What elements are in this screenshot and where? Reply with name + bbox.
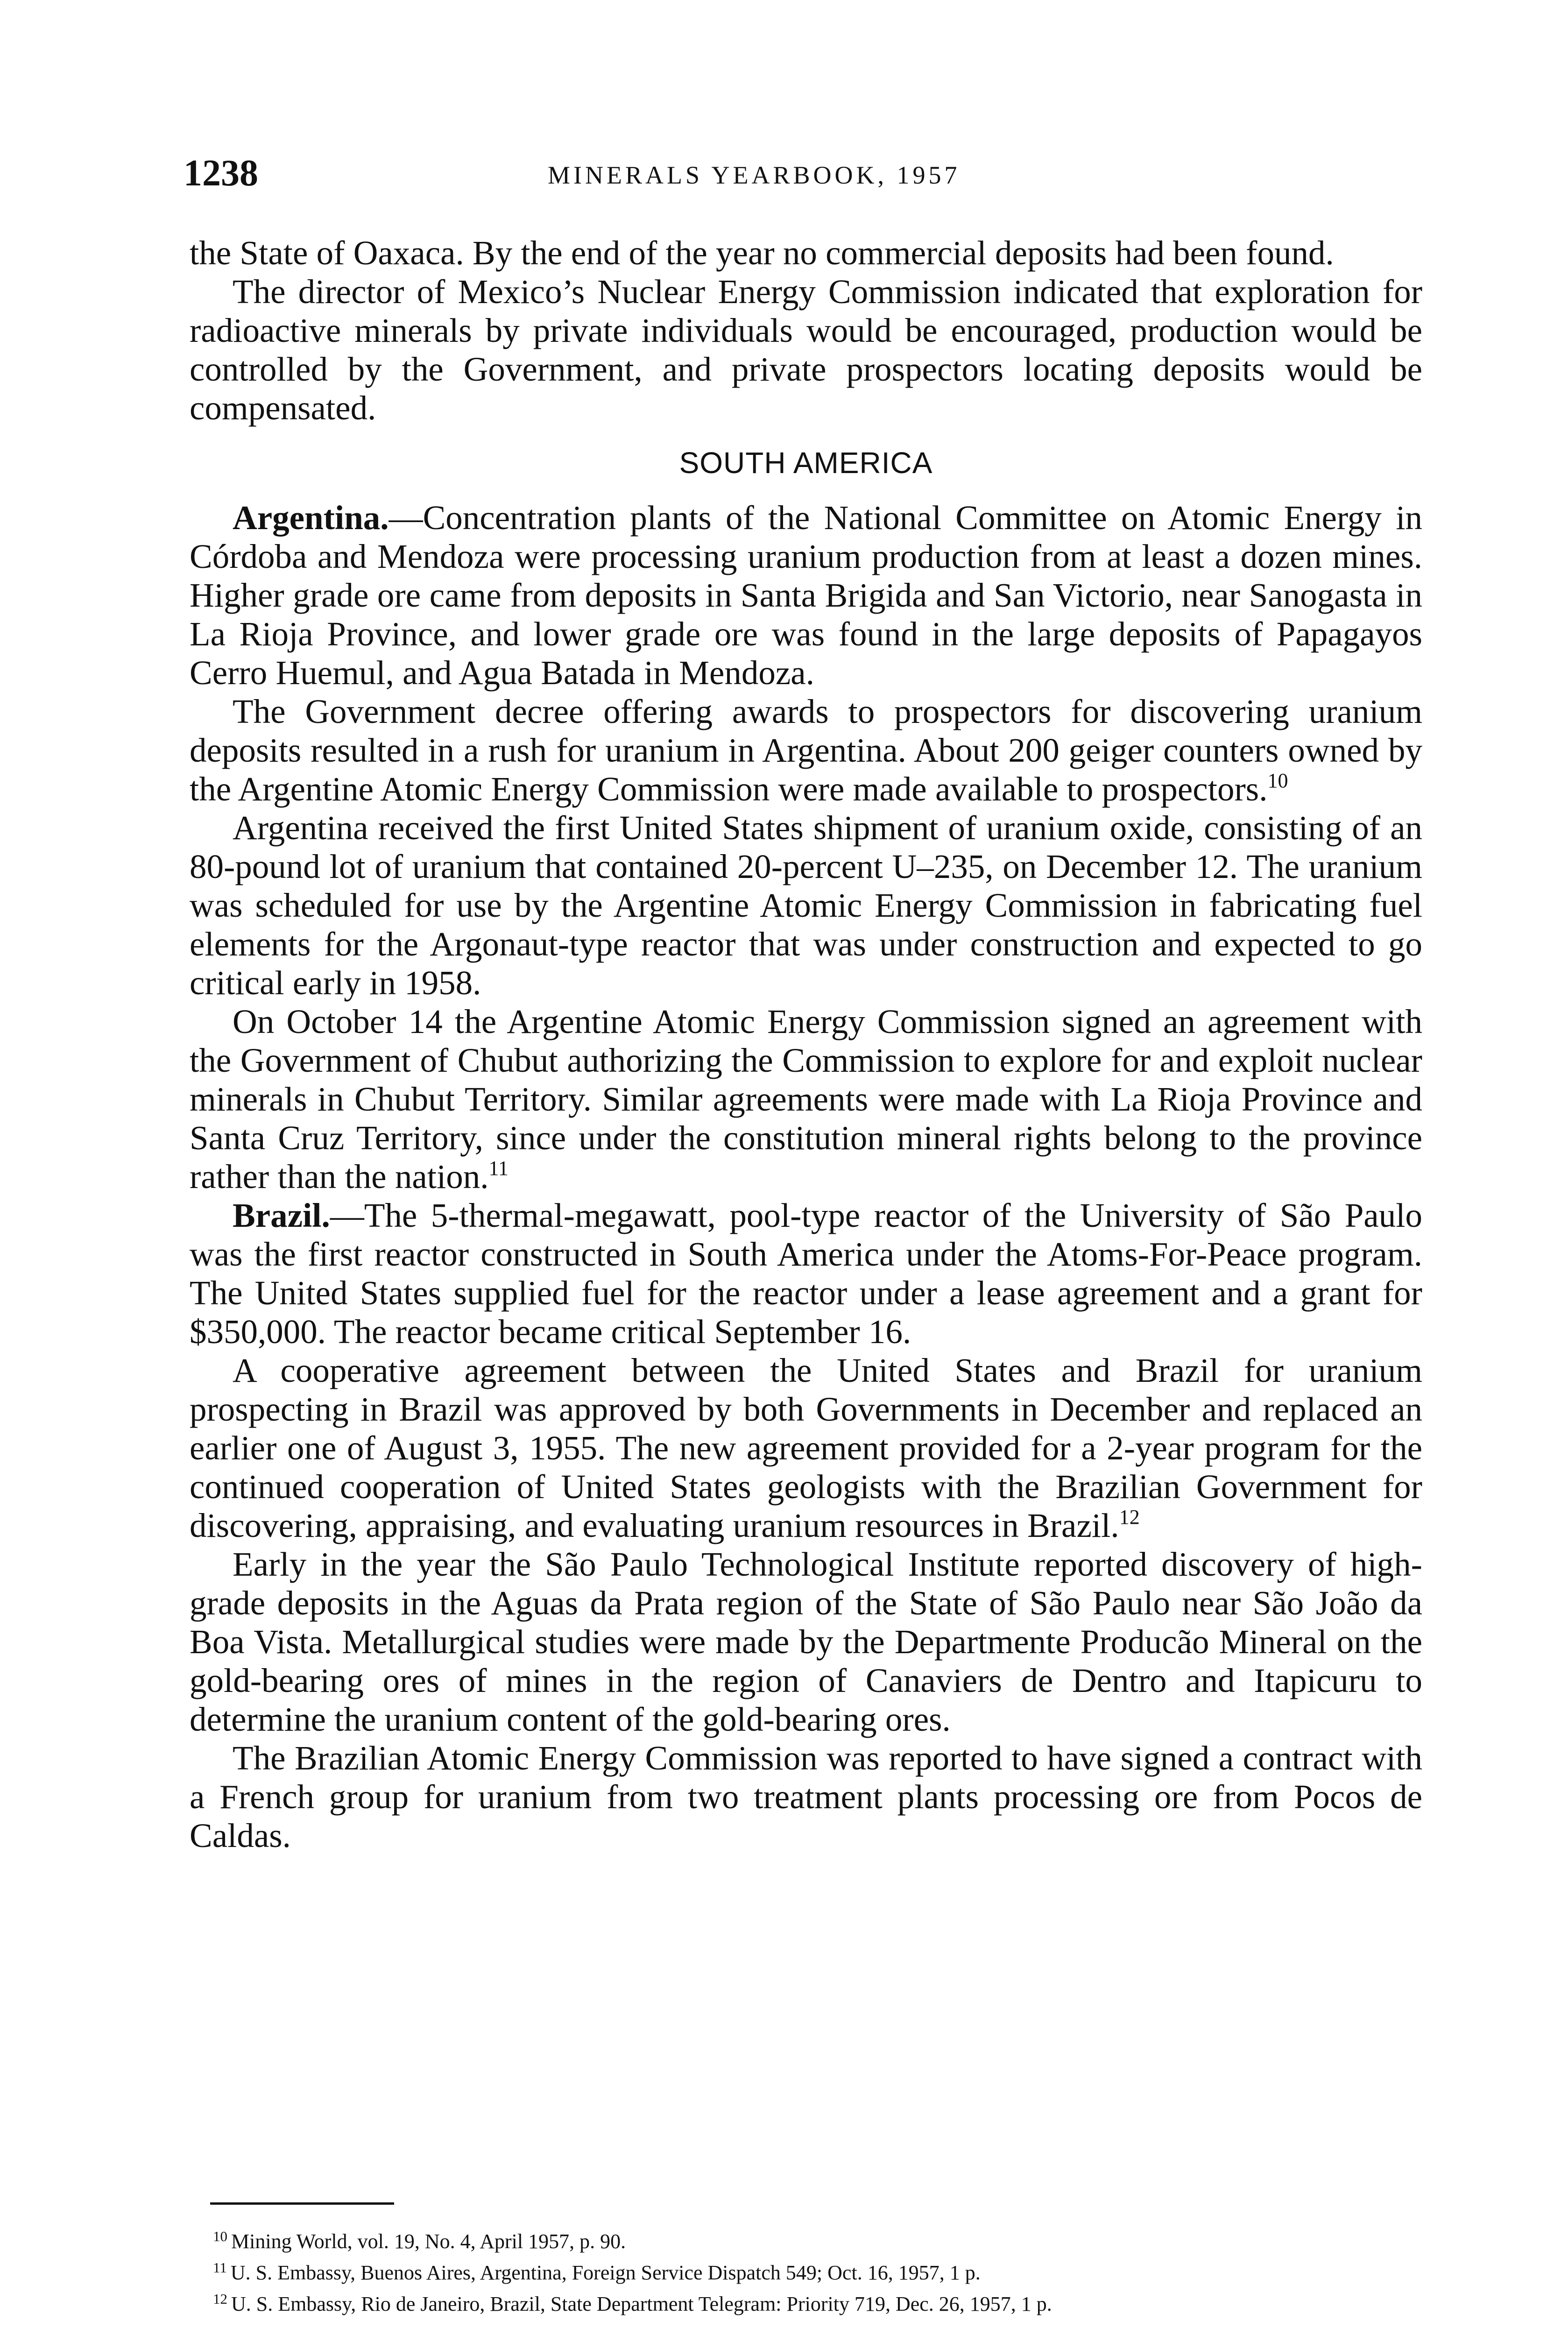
run-in-heading-argentina: Argentina. <box>233 499 389 537</box>
running-title: MINERALS YEARBOOK, 1957 <box>548 161 961 189</box>
footnote-text: Mining World, vol. 19, No. 4, April 1957, p. 90. <box>231 2230 626 2253</box>
paragraph-text: On October 14 the Argentine Atomic Energy Commission signed an agreement with the Government of Chubut authorizing the Commission to explore for and exploit nuclear minerals in Chubut Territory. Similar agreements were made with La Rioja Province and Santa Cruz Territory, since under the constitution mineral rights belong to the province rather than the nation. <box>190 1003 1422 1196</box>
paragraph-argentina-concentration-plants <box>190 498 1422 692</box>
footnote-reference: 10 <box>1267 769 1288 792</box>
footnote-mark: 11 <box>213 2259 227 2276</box>
footnote-11 <box>213 2255 1446 2285</box>
footnote-12 <box>213 2286 1446 2317</box>
paragraph-text: The Government decree offering awards to prospectors for discovering uranium deposits resulted in a rush for uranium in Argentina. About 200 geiger counters owned by the Argentine Atomic Energy Commission were made available to prospectors. <box>190 693 1422 808</box>
paragraph-mexico-nuclear-commission: The director of Mexico’s Nuclear Energy Commission indicated that exploration for radioactive minerals by private individuals would be encouraged, production would be controlled by the Government, and private prospectors locating deposits would be compensated. <box>190 273 1422 427</box>
paragraph-brazil-reactor <box>190 1196 1422 1351</box>
paragraph-argentina-decree <box>190 692 1422 808</box>
run-in-heading-brazil: Brazil. <box>233 1196 330 1234</box>
footnote-reference: 12 <box>1119 1506 1140 1528</box>
footnote-text: U. S. Embassy, Rio de Janeiro, Brazil, State Department Telegram: Priority 719, Dec. 26, 1957, 1 p. <box>231 2293 1052 2315</box>
body-text <box>190 234 1422 1855</box>
paragraph-text: —Concentration plants of the National Committee on Atomic Energy in Córdoba and Mendoza were processing uranium production from at least a dozen mines. Higher grade ore came from deposits in Santa Brigida and San Victorio, near Sanogasta in La Rioja Province, and lower grade ore was found in the large deposits of Papagayos Cerro Huemul, and Agua Batada in Mendoza. <box>190 499 1422 692</box>
footnote-mark: 12 <box>213 2291 227 2307</box>
paragraph-brazil-cooperative-agreement <box>190 1351 1422 1545</box>
paragraph-oaxaca-continuation: the State of Oaxaca. By the end of the year no commercial deposits had been found. <box>190 234 1334 272</box>
paragraph-brazil-sao-paulo-deposits: Early in the year the São Paulo Technological Institute reported discovery of high-grade deposits in the Aguas da Prata region of the State of São Paulo near São João da Boa Vista. Metallurgical studies were made by the Departmente Producão Mineral on the gold-bearing ores of mines in the region of Canaviers de Dentro and Itapicuru to determine the uranium content of the gold-bearing ores. <box>190 1545 1422 1738</box>
paragraph-text: A cooperative agreement between the United States and Brazil for uranium prospecting in Brazil was approved by both Governments in December and replaced an earlier one of August 3, 1955. The new agreement provided for a 2-year program for the continued cooperation of United States geologists with the Brazilian Government for discovering, appraising, and evaluating uranium resources in Brazil. <box>190 1351 1422 1544</box>
section-heading-south-america: SOUTH AMERICA <box>679 446 933 480</box>
footnote-10 <box>213 2224 1446 2254</box>
running-head <box>184 148 1426 199</box>
footnote-divider <box>210 2202 394 2205</box>
footnotes <box>213 2224 1446 2318</box>
paragraph-brazil-french-contract: The Brazilian Atomic Energy Commission was reported to have signed a contract with a French group for uranium from two treatment plants processing ore from Pocos de Caldas. <box>190 1739 1422 1854</box>
footnote-text: U. S. Embassy, Buenos Aires, Argentina, Foreign Service Dispatch 549; Oct. 16, 1957, 1 p. <box>230 2261 981 2284</box>
footnote-mark: 10 <box>213 2228 227 2244</box>
page-number: 1238 <box>184 153 258 194</box>
paragraph-argentina-uranium-shipment: Argentina received the first United States shipment of uranium oxide, consisting of an 80-pound lot of uranium that contained 20-percent U–235, on December 12. The uranium was scheduled for use by the Argentine Atomic Energy Commission in fabricating fuel elements for the Argonaut-type reactor that was under construction and expected to go critical early in 1958. <box>190 809 1422 1002</box>
footnote-reference: 11 <box>488 1157 509 1180</box>
paragraph-argentina-chubut-agreement <box>190 1002 1422 1196</box>
paragraph-text: —The 5-thermal-megawatt, pool-type reactor of the University of São Paulo was the first reactor constructed in South America under the Atoms-For-Peace program. The United States supplied fuel for the reactor under a lease agreement and a grant for $350,000. The reactor became critical September 16. <box>190 1196 1422 1351</box>
